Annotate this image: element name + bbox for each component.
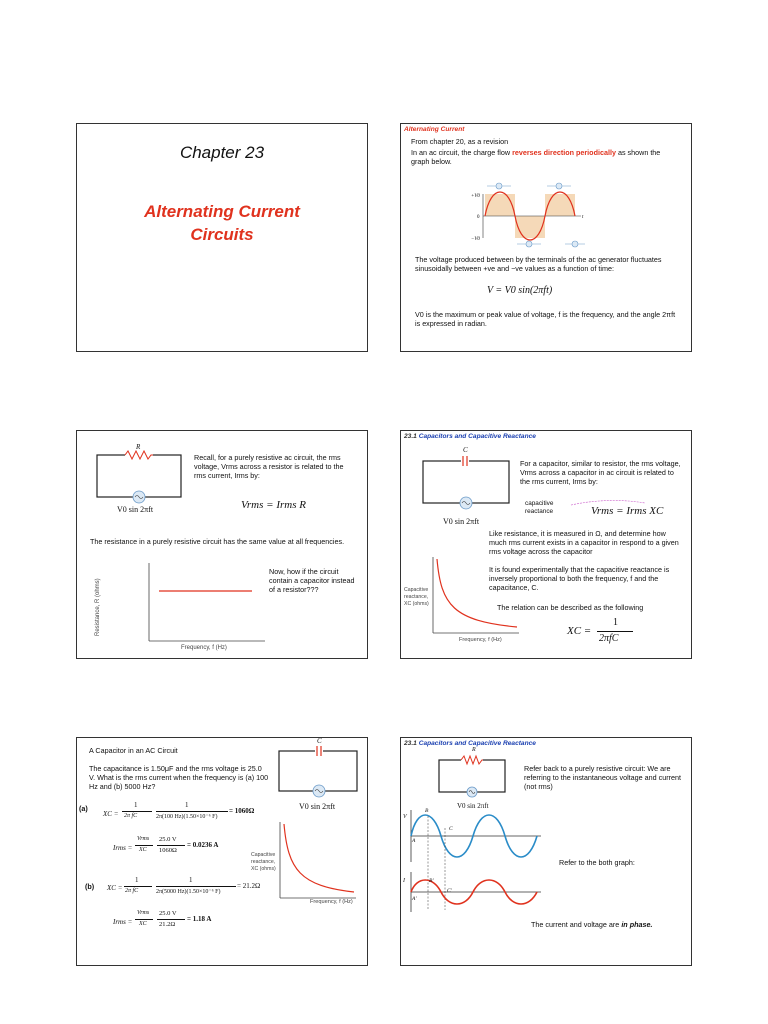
graph-plus-v0: +V0 [471,194,480,199]
phase-source-label: V0 sin 2πft [457,802,489,810]
eq-b2-lhs: Irms = [113,918,133,926]
eq-a2-num2: 25.0 V [159,836,177,843]
in-phase-prefix: The current and voltage are [531,920,620,929]
capacitor-text: For a capacitor, similar to resistor, the rms voltage, Vrms across a capacitor in ac circuit is related to the rms current, Irms by: [520,459,681,486]
eq-b1-bar [124,886,152,887]
ac-voltage-graph [471,174,591,252]
in-phase-text [531,920,652,929]
example-title: A Capacitor in an AC Circuit [89,746,178,755]
phase-circuit-diagram [437,752,509,800]
resistance-frequency-graph [147,561,267,643]
header-number: 23.1 [404,433,417,440]
point-b: B [425,808,429,814]
example-y-axis: Capacitive reactance, XC (ohms) [251,852,276,872]
resistor-circuit-diagram [95,445,185,507]
recall-text: Recall, for a purely resistive ac circuit, the rms voltage, Vrms across a resistor is related to the rms current, Irms by: [194,453,344,480]
eq-a1-den: 2π fC [124,813,138,819]
eq-b1-den: 2π fC [125,888,139,894]
eq-b1-bar2 [156,886,236,887]
in-phase-emphasis: in phase. [621,920,653,929]
header-number: 23.1 [404,740,417,747]
eq-b2-bar [135,919,153,920]
eq-b1-num2: 1 [189,876,193,884]
measured-text: Like resistance, it is measured in Ω, and determine how much rms current exists in a capacitor in respond to a given rms voltage across the capacitor [489,529,679,556]
voltage-paragraph: The voltage produced between by the terminals of the ac generator fluctuates sinusoidally between +ve and −ve values as a function of time: [415,255,662,273]
ac-text-emphasis: reverses direction periodically [512,148,616,157]
slide-header [404,433,536,440]
capacitive-rms-formula: Vrms = Irms XC [591,505,664,517]
eq-b1-result: = 21.2Ω [237,882,261,890]
eq-a1-den2: 2π(100 Hz)(1.50×10⁻⁶ F) [156,814,218,820]
slide-resistive-circuit [76,430,368,659]
ac-text-a: In an ac circuit, the charge flow [411,148,511,157]
eq-a2-result: = 0.0236 A [187,841,219,849]
current-axis-label: I [403,878,405,884]
current-time-graph [403,870,543,914]
slide-capacitive-reactance [400,430,692,659]
graph-zero: 0 [477,215,480,220]
eq-a2-lhs: Irms = [113,844,133,852]
point-b-prime: B' [429,878,434,884]
point-c: C [449,826,453,832]
eq-b2-num2: 25.0 V [159,910,177,917]
chapter-title-line1: Alternating Current [144,202,300,221]
point-c-prime: C' [447,888,452,894]
part-b-label: (b) [85,882,95,891]
graph-t: t [582,215,584,220]
phase-resistor-label: R [472,747,476,753]
eq-b1-num: 1 [135,876,139,884]
eq-b2-num: Vrms [137,910,150,916]
eq-a1-bar [122,811,152,812]
revision-line: From chapter 20, as a revision [411,137,509,146]
eq-a1-bar2 [156,811,228,812]
chapter-title-line2: Circuits [190,225,254,244]
reactance-y-axis: Capacitive reactance, XC (ohms) [404,587,429,607]
header-title: Capacitors and Capacitive Reactance [418,740,536,747]
source-label: V0 sin 2πft [443,517,480,526]
eq-a1-lhs: XC = [103,810,119,818]
capacitor-label: C [463,446,468,454]
example-capacitor-label: C [317,737,322,745]
example-source-label: V0 sin 2πft [299,802,336,811]
point-a-prime: A' [412,896,417,902]
relation-text: The relation can be described as the following [497,603,644,612]
capacitor-question: Now, how if the circuit contain a capacitor instead of a resistor??? [269,567,355,594]
eq-a2-den: XC [139,847,147,853]
eq-b2-den2: 21.2Ω [159,921,176,928]
header-title: Capacitors and Capacitive Reactance [418,433,536,440]
part-a-label: (a) [79,804,88,813]
eq-a2-bar [135,845,153,846]
resistance-x-axis: Frequency, f (Hz) [181,645,227,651]
example-problem: The capacitance is 1.50μF and the rms voltage is 25.0 V. What is the rms current when the frequency is (a) 100 Hz and (b) 5000 Hz? [89,764,269,791]
example-reactance-graph [278,820,358,900]
eq-a1-num: 1 [134,801,138,809]
slide-header: Alternating Current [404,126,465,133]
slide-capacitor-example [76,737,368,966]
source-label: V0 sin 2πft [117,505,154,514]
slide-alternating-current [400,123,692,352]
slide-phase-relation [400,737,692,966]
eq-a2-bar2 [157,845,185,846]
voltage-axis-label: V [403,814,407,820]
eq-b2-result: = 1.18 A [187,915,212,923]
resistive-rms-formula: Vrms = Irms R [241,499,306,511]
point-a: A [412,838,416,844]
capacitor-circuit-diagram [421,453,513,513]
eq-a2-den2: 1060Ω [159,847,177,854]
reactance-formula-lhs: XC = [567,625,592,637]
eq-b2-bar2 [157,919,185,920]
reactance-frequency-graph [431,555,521,635]
reactance-formula-den: 2πfC [599,633,619,644]
inverse-text: It is found experimentally that the capacitive reactance is inversely proportional to both the frequency, f and the capacitance, C. [489,565,670,592]
resistance-statement: The resistance in a purely resistive circuit has the same value at all frequencies. [90,537,345,546]
voltage-formula: V = V0 sin(2πft) [487,285,553,296]
both-graph-text: Refer to the both graph: [559,858,635,867]
example-circuit-diagram [277,743,361,801]
reactance-x-axis: Frequency, f (Hz) [459,637,502,643]
resistor-label: R [136,443,141,451]
reactance-fraction-bar [597,631,633,632]
phase-intro-text: Refer back to a purely resistive circuit: We are referring to the instantaneous voltage and current (not rms) [524,764,682,791]
capacitive-reactance-note: capacitive reactance [525,500,554,515]
ac-text-d: graph below. [411,157,452,166]
slide-header [404,740,536,747]
slide-chapter-title [76,123,368,352]
eq-a1-result: = 1060Ω [229,807,255,815]
graph-minus-v0: −V0 [471,237,480,242]
example-x-axis: Frequency, f (Hz) [310,899,353,905]
peak-paragraph: V0 is the maximum or peak value of voltage, f is the frequency, and the angle 2πft is expressed in radian. [415,310,676,328]
eq-a1-num2: 1 [185,801,189,809]
eq-b1-den2: 2π(5000 Hz)(1.50×10⁻⁶ F) [156,889,221,895]
eq-b2-den: XC [139,921,147,927]
ac-text-c: as shown the [617,148,661,157]
voltage-time-graph [403,808,543,864]
chapter-heading: Chapter 23 [179,143,265,162]
eq-b1-lhs: XC = [107,884,123,892]
resistance-y-axis: Resistance, R (ohms) [95,578,101,636]
reactance-formula-num: 1 [613,617,618,628]
ac-description [411,148,681,166]
eq-a2-num: Vrms [137,836,150,842]
